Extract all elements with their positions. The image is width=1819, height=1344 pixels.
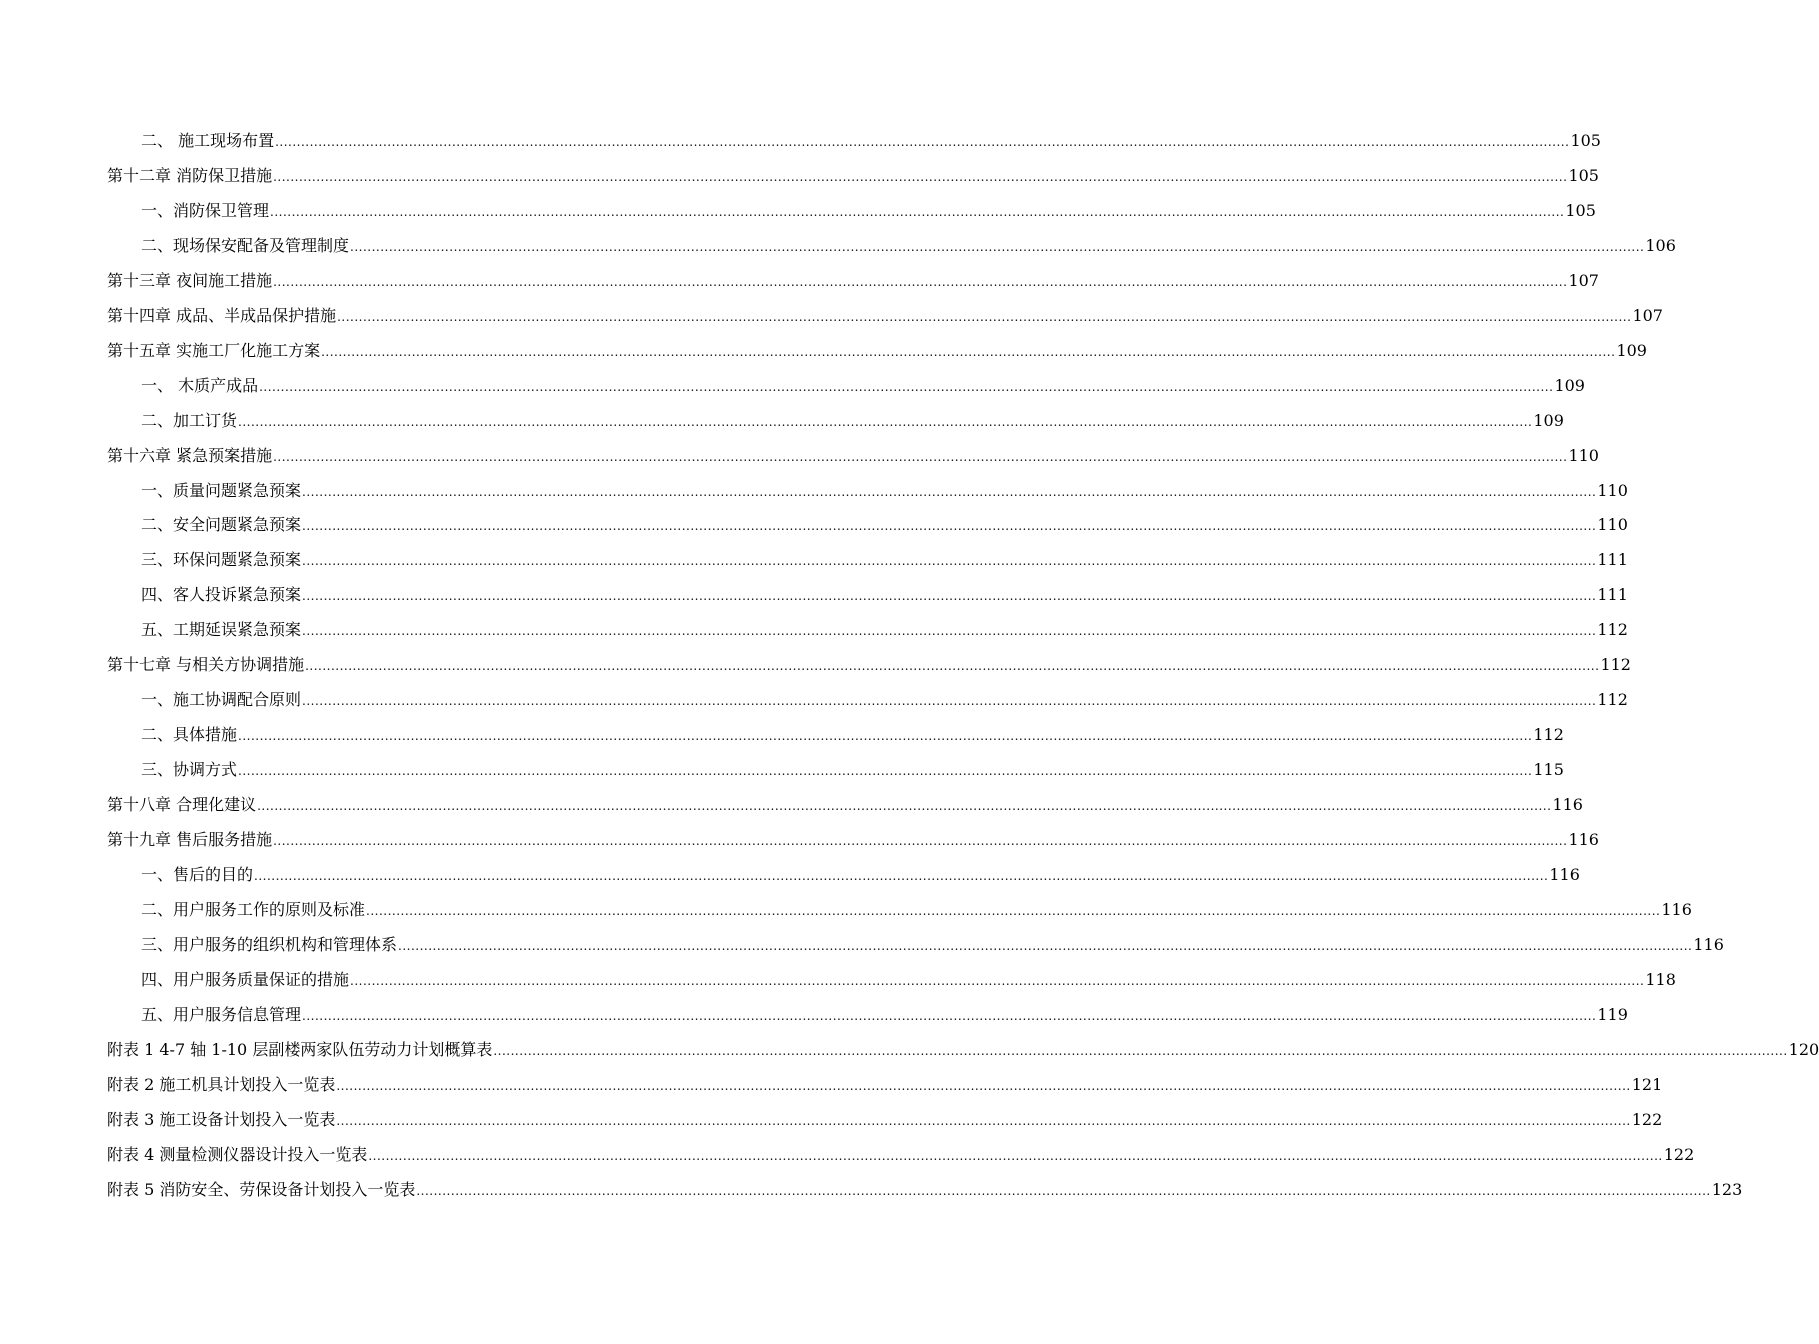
- toc-entry-title: 第十四章 成品、半成品保护措施: [107, 305, 337, 325]
- toc-entry[interactable]: [107, 159, 1599, 194]
- toc-entry-page-number: 110: [1597, 480, 1628, 500]
- toc-entry-title: 附表 4 测量检测仪器设计投入一览表: [107, 1144, 368, 1164]
- toc-entry-title: 三、环保问题紧急预案: [141, 550, 302, 570]
- toc-dot-leader: ............................................................................................................................................................................................................................................................................................................: [305, 659, 1600, 674]
- toc-entry-page-number: 105: [1570, 131, 1601, 150]
- toc-dot-leader: ............................................................................................................................................................................................................................................................................................................: [321, 344, 1616, 359]
- toc-entry-page-number: 112: [1600, 655, 1631, 675]
- toc-entry[interactable]: [107, 543, 1628, 578]
- toc-dot-leader: ............................................................................................................................................................................................................................................................................................................: [302, 694, 1597, 709]
- toc-entry[interactable]: [107, 508, 1628, 543]
- toc-entry[interactable]: [107, 613, 1628, 648]
- toc-dot-leader: ............................................................................................................................................................................................................................................................................................................: [302, 1008, 1597, 1023]
- toc-entry[interactable]: [107, 963, 1676, 998]
- toc-entry-page-number: 105: [1568, 165, 1599, 185]
- toc-entry-title: 一、质量问题紧急预案: [141, 480, 302, 500]
- toc-dot-leader: ............................................................................................................................................................................................................................................................................................................: [366, 903, 1661, 918]
- toc-entry-title: 一、施工协调配合原则: [141, 690, 302, 710]
- toc-entry-title: 三、用户服务的组织机构和管理体系: [141, 934, 398, 954]
- toc-dot-leader: ............................................................................................................................................................................................................................................................................................................: [302, 624, 1597, 639]
- toc-entry[interactable]: [107, 1138, 1695, 1173]
- table-of-contents: [107, 124, 1819, 1208]
- toc-dot-leader: ............................................................................................................................................................................................................................................................................................................: [350, 239, 1645, 254]
- toc-dot-leader: ............................................................................................................................................................................................................................................................................................................: [273, 834, 1568, 849]
- toc-entry-page-number: 122: [1631, 1109, 1663, 1129]
- toc-entry[interactable]: [107, 858, 1580, 893]
- toc-dot-leader: ............................................................................................................................................................................................................................................................................................................: [238, 414, 1533, 429]
- toc-entry-page-number: 109: [1533, 410, 1564, 430]
- toc-entry-title: 二、加工订货: [141, 410, 238, 430]
- toc-entry-page-number: 123: [1711, 1179, 1743, 1199]
- toc-entry[interactable]: [107, 124, 1601, 159]
- toc-entry-title: 一、消防保卫管理: [141, 200, 270, 220]
- toc-entry-page-number: 115: [1533, 760, 1564, 780]
- toc-entry-title: 二、现场保安配备及管理制度: [141, 235, 350, 255]
- toc-entry-page-number: 112: [1597, 620, 1628, 640]
- toc-entry-page-number: 112: [1597, 690, 1628, 710]
- toc-entry-title: 第十六章 紧急预案措施: [107, 445, 273, 465]
- toc-entry-title: 附表 5 消防安全、劳保设备计划投入一览表: [107, 1179, 416, 1199]
- toc-entry-page-number: 116: [1661, 899, 1692, 919]
- toc-dot-leader: ............................................................................................................................................................................................................................................................................................................: [493, 1043, 1788, 1058]
- toc-dot-leader: ............................................................................................................................................................................................................................................................................................................: [302, 484, 1597, 499]
- toc-dot-leader: ............................................................................................................................................................................................................................................................................................................: [398, 938, 1693, 953]
- toc-dot-leader: ............................................................................................................................................................................................................................................................................................................: [273, 449, 1568, 464]
- toc-entry[interactable]: [107, 753, 1564, 788]
- toc-entry-title: 二、用户服务工作的原则及标准: [141, 899, 366, 919]
- toc-entry[interactable]: [107, 1103, 1663, 1138]
- toc-dot-leader: ............................................................................................................................................................................................................................................................................................................: [416, 1183, 1711, 1198]
- toc-dot-leader: ............................................................................................................................................................................................................................................................................................................: [238, 764, 1533, 779]
- toc-entry-title: 附表 3 施工设备计划投入一览表: [107, 1109, 336, 1129]
- toc-entry-title: 四、用户服务质量保证的措施: [141, 969, 350, 989]
- toc-dot-leader: ............................................................................................................................................................................................................................................................................................................: [238, 729, 1533, 744]
- toc-entry-page-number: 116: [1552, 795, 1583, 815]
- toc-entry-page-number: 118: [1645, 969, 1676, 989]
- toc-entry-page-number: 116: [1549, 865, 1580, 885]
- toc-entry[interactable]: [107, 1173, 1743, 1208]
- toc-entry-title: 二、 施工现场布置: [141, 131, 275, 150]
- toc-dot-leader: ............................................................................................................................................................................................................................................................................................................: [275, 135, 1570, 149]
- toc-dot-leader: ............................................................................................................................................................................................................................................................................................................: [270, 204, 1565, 219]
- toc-entry[interactable]: [107, 998, 1628, 1033]
- toc-entry[interactable]: [107, 334, 1647, 369]
- toc-entry-title: 一、 木质产成品: [141, 375, 259, 395]
- toc-entry[interactable]: [107, 264, 1599, 299]
- toc-entry-page-number: 109: [1616, 340, 1647, 360]
- toc-entry-title: 二、安全问题紧急预案: [141, 515, 302, 535]
- toc-entry-page-number: 116: [1568, 830, 1599, 850]
- toc-entry[interactable]: [107, 229, 1676, 264]
- toc-dot-leader: ............................................................................................................................................................................................................................................................................................................: [259, 379, 1554, 394]
- toc-entry-title: 第十七章 与相关方协调措施: [107, 655, 305, 675]
- toc-entry-title: 第十九章 售后服务措施: [107, 830, 273, 850]
- toc-dot-leader: ............................................................................................................................................................................................................................................................................................................: [257, 799, 1552, 814]
- toc-entry-page-number: 120: [1788, 1039, 1819, 1059]
- toc-entry-page-number: 122: [1663, 1144, 1695, 1164]
- toc-dot-leader: ............................................................................................................................................................................................................................................................................................................: [368, 1148, 1663, 1163]
- toc-entry[interactable]: [107, 928, 1724, 963]
- toc-entry[interactable]: [107, 788, 1583, 823]
- toc-entry-page-number: 107: [1568, 270, 1599, 290]
- toc-entry-title: 第十八章 合理化建议: [107, 795, 257, 815]
- toc-entry[interactable]: [107, 404, 1564, 439]
- toc-entry-page-number: 106: [1645, 235, 1676, 255]
- toc-entry-page-number: 107: [1632, 305, 1663, 325]
- toc-entry[interactable]: [107, 683, 1628, 718]
- toc-entry-page-number: 112: [1533, 725, 1564, 745]
- toc-entry-title: 第十三章 夜间施工措施: [107, 270, 273, 290]
- toc-entry[interactable]: [107, 648, 1631, 683]
- toc-entry-title: 第十二章 消防保卫措施: [107, 165, 273, 185]
- toc-entry-page-number: 121: [1631, 1074, 1663, 1094]
- toc-entry-page-number: 109: [1554, 375, 1585, 395]
- toc-entry[interactable]: [107, 1033, 1819, 1068]
- toc-dot-leader: ............................................................................................................................................................................................................................................................................................................: [273, 274, 1568, 289]
- toc-entry-page-number: 105: [1565, 200, 1596, 220]
- toc-entry[interactable]: [107, 823, 1599, 858]
- toc-entry-page-number: 116: [1693, 934, 1724, 954]
- toc-dot-leader: ............................................................................................................................................................................................................................................................................................................: [336, 1078, 1631, 1093]
- toc-entry[interactable]: [107, 474, 1628, 509]
- toc-entry-title: 附表 2 施工机具计划投入一览表: [107, 1074, 336, 1094]
- toc-entry[interactable]: [107, 194, 1596, 229]
- toc-entry-page-number: 110: [1597, 515, 1628, 535]
- toc-entry-title: 五、用户服务信息管理: [141, 1004, 302, 1024]
- toc-entry-title: 二、具体措施: [141, 725, 238, 745]
- toc-entry-title: 四、客人投诉紧急预案: [141, 585, 302, 605]
- toc-dot-leader: ............................................................................................................................................................................................................................................................................................................: [302, 519, 1597, 534]
- toc-entry[interactable]: [107, 578, 1628, 613]
- toc-dot-leader: ............................................................................................................................................................................................................................................................................................................: [350, 973, 1645, 988]
- toc-entry-title: 附表 1 4-7 轴 1-10 层副楼两家队伍劳动力计划概算表: [107, 1039, 493, 1059]
- toc-entry-page-number: 110: [1568, 445, 1599, 465]
- toc-dot-leader: ............................................................................................................................................................................................................................................................................................................: [302, 589, 1597, 604]
- toc-entry[interactable]: [107, 1068, 1663, 1103]
- toc-entry[interactable]: [107, 893, 1692, 928]
- toc-entry-title: 三、协调方式: [141, 760, 238, 780]
- toc-entry-page-number: 111: [1597, 585, 1628, 605]
- toc-entry[interactable]: [107, 718, 1564, 753]
- toc-dot-leader: ............................................................................................................................................................................................................................................................................................................: [254, 869, 1549, 884]
- toc-dot-leader: ............................................................................................................................................................................................................................................................................................................: [302, 554, 1597, 569]
- toc-entry-title: 第十五章 实施工厂化施工方案: [107, 340, 321, 360]
- toc-entry-page-number: 111: [1597, 550, 1628, 570]
- toc-dot-leader: ............................................................................................................................................................................................................................................................................................................: [336, 1113, 1631, 1128]
- toc-entry[interactable]: [107, 439, 1599, 474]
- toc-dot-leader: ............................................................................................................................................................................................................................................................................................................: [337, 309, 1632, 324]
- toc-entry[interactable]: [107, 369, 1585, 404]
- toc-entry-page-number: 119: [1597, 1004, 1628, 1024]
- toc-entry[interactable]: [107, 299, 1663, 334]
- toc-dot-leader: ............................................................................................................................................................................................................................................................................................................: [273, 169, 1568, 184]
- toc-entry-title: 五、工期延误紧急预案: [141, 620, 302, 640]
- toc-entry-title: 一、售后的目的: [141, 865, 254, 885]
